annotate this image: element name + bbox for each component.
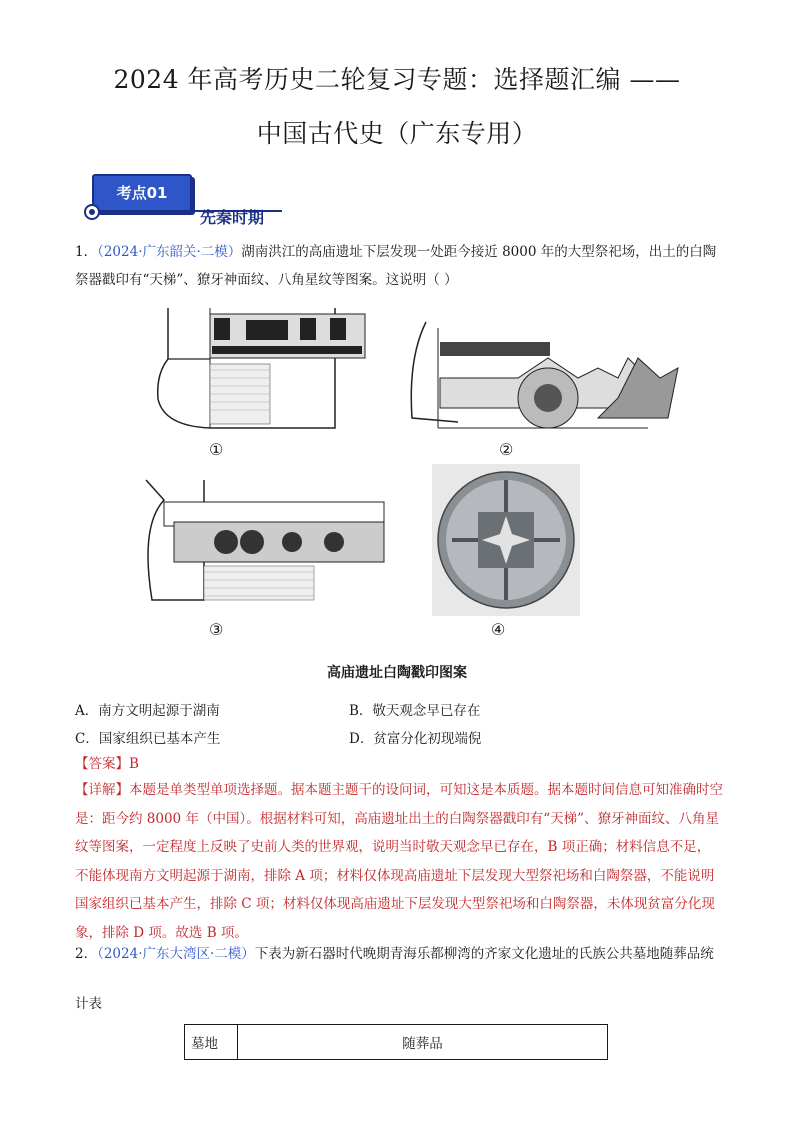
figure-label-4: ④ xyxy=(491,620,506,639)
pottery-figure-2 xyxy=(398,318,680,436)
burial-goods-table xyxy=(184,1024,608,1060)
answer-line: 【答案】B xyxy=(75,756,139,772)
question-number: 1． xyxy=(75,244,98,260)
table-header-cell: 墓地 xyxy=(185,1025,238,1060)
section-badge xyxy=(84,174,304,230)
star-seal-figure-4 xyxy=(432,464,580,616)
bullet-icon xyxy=(84,204,100,220)
table-header-cell: 随葬品 xyxy=(238,1025,608,1060)
section-heading: 先秦时期 xyxy=(200,208,265,227)
figure-label-3: ③ xyxy=(209,620,224,639)
question-text: 湖南洪江的高庙遗址下层发现一处距今接近 8000 年的大型祭祀场，出土的白陶祭器戳印有“天梯”、獠牙神面纹、八角星纹等图案。这说明（ ） xyxy=(75,244,717,288)
pottery-figure-3 xyxy=(134,476,386,604)
option-b[interactable]: B．敬天观念早已存在 xyxy=(349,703,481,719)
figure-label-2: ② xyxy=(499,440,514,459)
option-d[interactable]: D．贫富分化初现端倪 xyxy=(349,731,482,747)
page-title-line1: 2024 年高考历史二轮复习专题：选择题汇编 —— xyxy=(113,65,681,94)
pottery-figure-1 xyxy=(150,304,370,434)
question-number: 2． xyxy=(75,946,98,962)
figure-label-1: ① xyxy=(209,440,224,459)
answer-explanation xyxy=(75,776,723,947)
badge-label: 考点01 xyxy=(92,174,192,212)
table-header-row xyxy=(185,1025,608,1060)
explanation-tag: 【详解】 xyxy=(75,782,129,798)
figure-caption: 高庙遗址白陶戳印图案 xyxy=(327,665,467,681)
question-source: （2024·广东大湾区·二模） xyxy=(97,946,255,962)
question-source: （2024·广东韶关·二模） xyxy=(97,244,242,260)
option-a[interactable]: A．南方文明起源于湖南 xyxy=(75,703,220,719)
question-2-stem-continued: 计表 xyxy=(75,996,102,1012)
question-text: 下表为新石器时代晚期青海乐都柳湾的齐家文化遗址的氏族公共墓地随葬品统 xyxy=(254,946,714,962)
explanation-text: 本题是单类型单项选择题。据本题主题干的设问词，可知这是本质题。据本题时间信息可知准确时空是：距今约 8000 年（中国）。根据材料可知，高庙遗址出土的白陶祭器戳印有“天梯”、獠牙神面纹、八角星纹等图案，一定程度上反映了史前人类的世界观，说明当时敬天观念早已存在，B 项正确；材料信息不足，不能体现南方文明起源于湖南，排除 A 项；材料仅体现高庙遗址下层发现大型祭祀场和白陶祭器，不能说明国家组织已基本产生，排除 C 项；材料仅体现高庙遗址下层发现大型祭祀场和白陶祭器，未体现贫富分化现象，排除 D 项。故选 B 项。 xyxy=(75,782,723,941)
page-title-line2: 中国古代史（广东专用） xyxy=(256,119,538,148)
option-c[interactable]: C．国家组织已基本产生 xyxy=(75,731,221,747)
question-1-stem xyxy=(75,238,725,294)
question-2-stem xyxy=(75,940,725,968)
